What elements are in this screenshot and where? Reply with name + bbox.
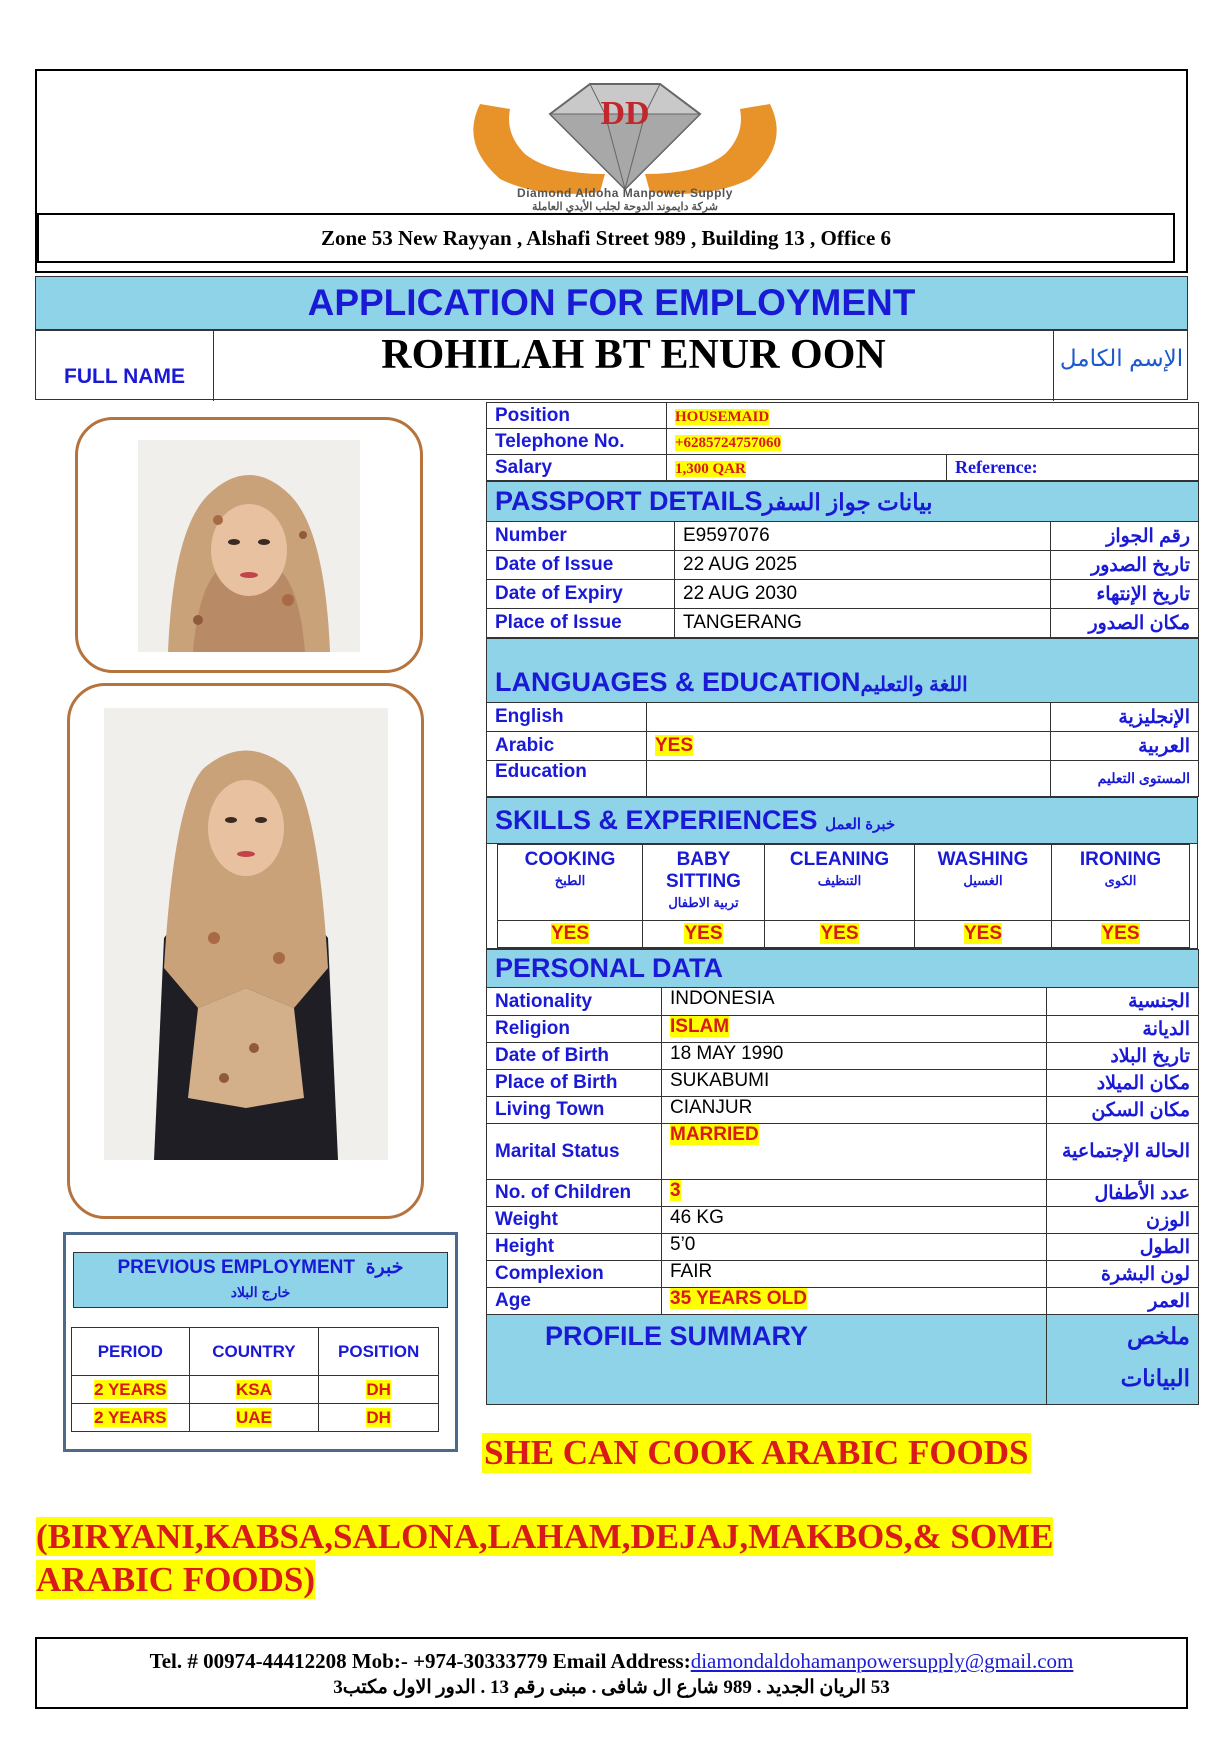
date-of-expiry-value: 22 AUG 2030 [675, 580, 1051, 609]
complexion-value: FAIR [662, 1261, 1047, 1288]
age-label-ar: العمر [1047, 1288, 1199, 1315]
profile-summary-row [487, 1315, 1199, 1405]
skills-section-title: SKILLS & EXPERIENCES خبرة العمل [487, 798, 1198, 844]
languages-section-title: LANGUAGES & EDUCATIONاللغة والتعليم [487, 639, 1199, 703]
passport-section-title: PASSPORT DETAILSبيانات جواز السفر [487, 482, 1199, 522]
complexion-label: Complexion [487, 1261, 662, 1288]
english-label-ar: الإنجليزية [1051, 703, 1199, 732]
children-label-ar: عدد الأطفال [1047, 1180, 1199, 1207]
previous-employment-table [71, 1327, 439, 1432]
skill-value: YES [915, 921, 1052, 948]
place-of-birth-label: Place of Birth [487, 1070, 662, 1097]
marital-status-value-cell [662, 1124, 1047, 1180]
table-cell: UAE [189, 1404, 319, 1432]
company-name-ar: شركة دايموند الدوحة لجلب الأيدي العاملة [532, 201, 718, 213]
skills-grid [497, 844, 1190, 948]
table-header-row [72, 1328, 439, 1376]
place-of-issue-label-ar: مكان الصدور [1051, 609, 1199, 638]
skills-value-row [498, 921, 1190, 948]
telephone-row [487, 429, 1199, 455]
date-of-birth-label: Date of Birth [487, 1043, 662, 1070]
table-row [487, 1043, 1199, 1070]
cooking-note: SHE CAN COOK ARABIC FOODS [484, 1433, 1029, 1472]
footer-address-ar: 53 الريان الجديد . 989 شارع ال شافى . مبنى رقم 13 . الدور الاول مكتب3 [333, 1677, 890, 1698]
skill-value: YES [643, 921, 765, 948]
arabic-label-ar: العربية [1051, 732, 1199, 761]
skill-value: YES [765, 921, 915, 948]
table-row [487, 732, 1199, 761]
skill-cleaning: CLEANING التنظيف [765, 845, 915, 921]
education-value [647, 761, 1051, 797]
footer [35, 1637, 1188, 1709]
height-label: Height [487, 1234, 662, 1261]
arabic-label: Arabic [487, 732, 647, 761]
children-value-cell [662, 1180, 1047, 1207]
table-row [487, 1124, 1199, 1180]
table-cell: KSA [189, 1376, 319, 1404]
skills-table [486, 797, 1198, 844]
date-of-expiry-label-ar: تاريخ الإنتهاء [1051, 580, 1199, 609]
footer-email-link[interactable]: diamondaldohamanpowersupply@gmail.com [690, 1649, 1074, 1673]
previous-employment-header [73, 1252, 448, 1308]
table-row [487, 551, 1199, 580]
position-value-cell [667, 403, 1199, 429]
salary-label: Salary [487, 455, 667, 481]
table-cell: 2 YEARS [72, 1404, 190, 1432]
skill-baby-sitting: BABY SITTING تربية الاطفال [643, 845, 765, 921]
education-label: Education [487, 761, 647, 797]
living-town-label-ar: مكان السكن [1047, 1097, 1199, 1124]
passport-table [486, 481, 1199, 638]
children-label: No. of Children [487, 1180, 662, 1207]
table-row [72, 1376, 439, 1404]
position-value: HOUSEMAID [675, 408, 770, 425]
full-body-photo [104, 708, 388, 1160]
skill-value: YES [1052, 921, 1190, 948]
passport-number-label-ar: رقم الجواز [1051, 522, 1199, 551]
reference-label: Reference: [947, 455, 1199, 481]
footer-contact [37, 1639, 1186, 1674]
personal-section-header [487, 950, 1199, 988]
date-of-expiry-label: Date of Expiry [487, 580, 675, 609]
table-row [487, 1180, 1199, 1207]
full-name-label: FULL NAME [36, 331, 214, 401]
skill-cooking: COOKING الطبخ [498, 845, 643, 921]
place-of-issue-label: Place of Issue [487, 609, 675, 638]
table-row [487, 1070, 1199, 1097]
place-of-birth-value: SUKABUMI [662, 1070, 1047, 1097]
passport-photo [138, 440, 360, 652]
age-label: Age [487, 1288, 662, 1315]
table-row [487, 1097, 1199, 1124]
profile-summary-title-ar: ملخص البيانات [1047, 1315, 1199, 1405]
column-header-position: POSITION [319, 1328, 439, 1376]
table-row [487, 522, 1199, 551]
skill-washing: WASHING الغسيل [915, 845, 1052, 921]
passport-number-value: E9597076 [675, 522, 1051, 551]
table-row [487, 761, 1199, 797]
foods-list-note: (BIRYANI,KABSA,SALONA,LAHAM,DEJAJ,MAKBOS,& SOME ARABIC FOODS) [36, 1517, 1054, 1599]
full-name-label-ar: الإسم الكامل [1059, 345, 1184, 371]
skills-header-row [498, 845, 1190, 921]
complexion-label-ar: لون البشرة [1047, 1261, 1199, 1288]
arabic-value-cell [647, 732, 1051, 761]
table-row [487, 609, 1199, 638]
table-row [487, 988, 1199, 1016]
page-title: APPLICATION FOR EMPLOYMENT [35, 276, 1188, 330]
position-label: Position [487, 403, 667, 429]
personal-section-title: PERSONAL DATA [487, 950, 1199, 988]
footer-phone-text: Tel. # 00974-44412208 Mob:- +974-30333779 Email Address: [149, 1649, 691, 1673]
salary-value-cell [667, 455, 947, 481]
date-of-birth-value: 18 MAY 1990 [662, 1043, 1047, 1070]
column-header-period: PERIOD [72, 1328, 190, 1376]
table-cell: DH [319, 1404, 439, 1432]
skills-section-header [487, 798, 1198, 844]
personal-data-table [486, 949, 1199, 1405]
english-value [647, 703, 1051, 732]
weight-label: Weight [487, 1207, 662, 1234]
nationality-label: Nationality [487, 988, 662, 1016]
religion-value: ISLAM [670, 1016, 730, 1037]
age-value: 35 YEARS OLD [670, 1288, 807, 1309]
table-cell: DH [319, 1376, 439, 1404]
column-header-country: COUNTRY [189, 1328, 319, 1376]
nationality-value: INDONESIA [662, 988, 1047, 1016]
profile-summary-title: PROFILE SUMMARY [487, 1315, 1047, 1405]
arabic-value: YES [655, 735, 694, 756]
place-of-issue-value: TANGERANG [675, 609, 1051, 638]
religion-value-cell [662, 1016, 1047, 1043]
application-form [486, 402, 1198, 1405]
company-name: Diamond Aldoha Manpower Supply [517, 186, 733, 200]
age-value-cell [662, 1288, 1047, 1315]
languages-table [486, 638, 1199, 797]
skills-grid-wrapper [486, 844, 1198, 949]
living-town-value: CIANJUR [662, 1097, 1047, 1124]
marital-status-label: Marital Status [487, 1124, 662, 1180]
passport-number-label: Number [487, 522, 675, 551]
height-value: 5’0 [662, 1234, 1047, 1261]
previous-employment-title: PREVIOUS EMPLOYMENT [117, 1257, 356, 1278]
previous-employment-title-ar-1: خبرة [365, 1257, 404, 1278]
marital-status-value: MARRIED [670, 1124, 759, 1145]
date-of-issue-label: Date of Issue [487, 551, 675, 580]
weight-value: 46 KG [662, 1207, 1047, 1234]
children-value: 3 [670, 1180, 681, 1201]
telephone-value: +6285724757060 [675, 434, 782, 451]
full-name-value: ROHILAH BT ENUR OON [214, 331, 1054, 401]
full-name-row [35, 330, 1188, 400]
table-cell: 2 YEARS [72, 1376, 190, 1404]
religion-label-ar: الديانة [1047, 1016, 1199, 1043]
passport-section-header [487, 482, 1199, 522]
table-row [487, 1261, 1199, 1288]
languages-section-header [487, 639, 1199, 703]
height-label-ar: الطول [1047, 1234, 1199, 1261]
telephone-label: Telephone No. [487, 429, 667, 455]
education-label-ar: المستوى التعليم [1051, 761, 1199, 797]
salary-value: 1,300 QAR [675, 460, 746, 477]
table-row [487, 1234, 1199, 1261]
position-row [487, 403, 1199, 429]
svg-text:DD: DD [600, 95, 650, 132]
previous-employment-title-ar-2: خارج البلاد [230, 1284, 291, 1300]
english-label: English [487, 703, 647, 732]
job-info-table [486, 402, 1199, 481]
table-row [487, 703, 1199, 732]
salary-row [487, 455, 1199, 481]
living-town-label: Living Town [487, 1097, 662, 1124]
date-of-issue-label-ar: تاريخ الصدور [1051, 551, 1199, 580]
table-row [487, 1288, 1199, 1315]
table-row [72, 1404, 439, 1432]
religion-label: Religion [487, 1016, 662, 1043]
skill-value: YES [498, 921, 643, 948]
nationality-label-ar: الجنسية [1047, 988, 1199, 1016]
table-row [487, 1016, 1199, 1043]
place-of-birth-label-ar: مكان الميلاد [1047, 1070, 1199, 1097]
marital-status-label-ar: الحالة الإجتماعية [1047, 1124, 1199, 1180]
weight-label-ar: الوزن [1047, 1207, 1199, 1234]
date-of-birth-label-ar: تاريخ البلاد [1047, 1043, 1199, 1070]
company-address: Zone 53 New Rayyan , Alshafi Street 989 , Building 13 , Office 6 [37, 213, 1175, 263]
date-of-issue-value: 22 AUG 2025 [675, 551, 1051, 580]
table-row [487, 1207, 1199, 1234]
skill-ironing: IRONING الكوى [1052, 845, 1190, 921]
table-row [487, 580, 1199, 609]
telephone-value-cell [667, 429, 1199, 455]
